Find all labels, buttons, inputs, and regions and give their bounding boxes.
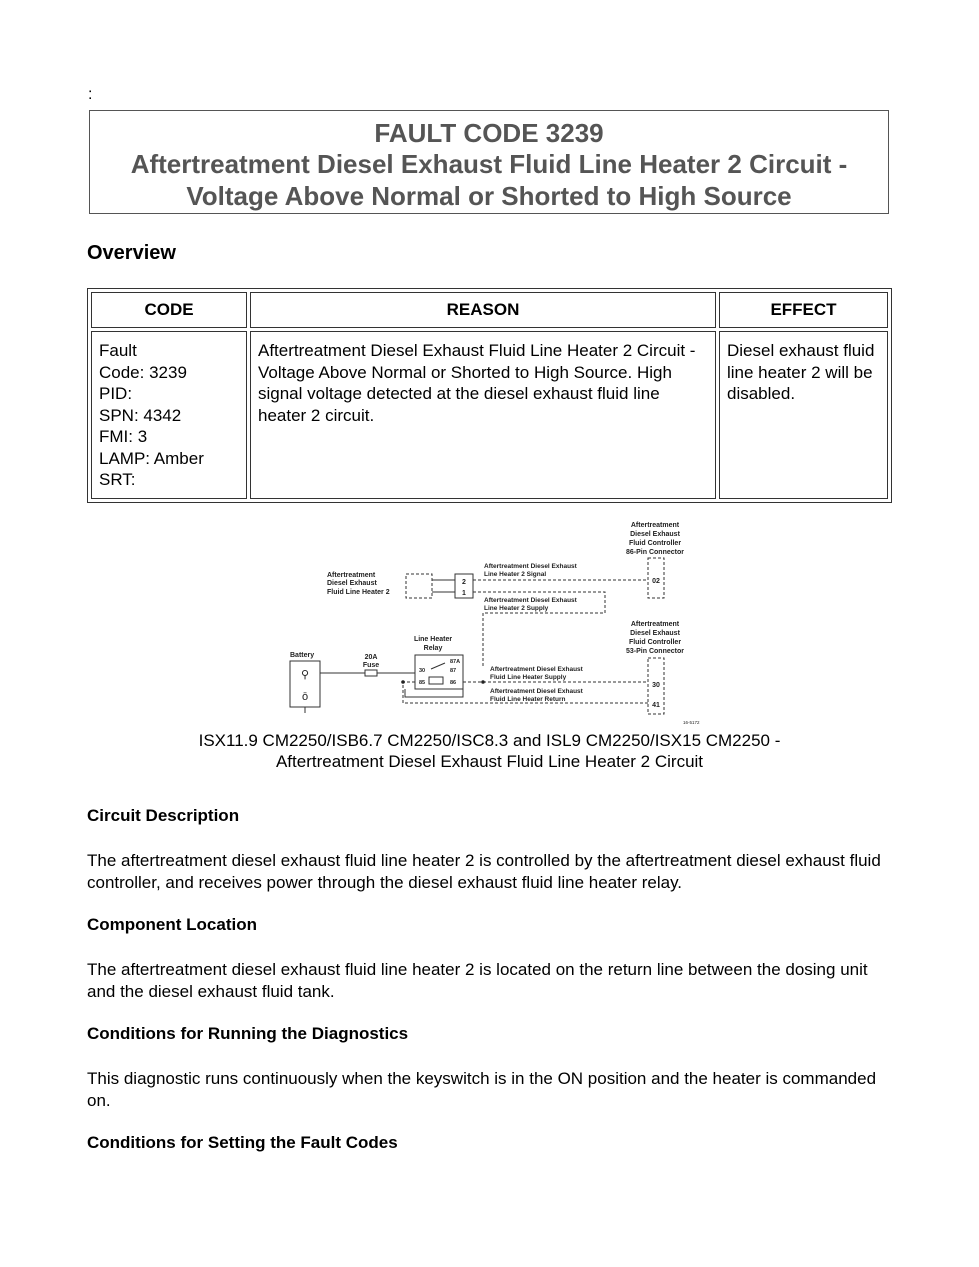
page-prefix: : (88, 86, 93, 103)
heater-label-2: Diesel Exhaust (327, 580, 377, 587)
fault-code-title: FAULT CODE 3239 (374, 118, 604, 148)
battery-negative-icon: ō (301, 691, 309, 703)
controller-53-label-2: Diesel Exhaust (630, 630, 680, 637)
code-line: Fault (99, 341, 137, 360)
fuse-symbol (365, 670, 377, 676)
signal-label-2: Line Heater 2 Signal (484, 571, 547, 578)
code-line: SRT: (99, 470, 136, 489)
component-location-heading: Component Location (87, 915, 257, 934)
table-header-row (91, 292, 888, 328)
splice-dot (481, 680, 485, 684)
supply-label-2: Line Heater 2 Supply (484, 605, 549, 612)
controller-86-label-1: Aftertreatment (630, 522, 680, 529)
code-line: PID: (99, 384, 133, 403)
relay-pin-87: 87 (450, 668, 457, 674)
controller-53-label-3: Fluid Controller (628, 639, 682, 646)
pin-02: 02 (652, 578, 660, 585)
circuit-description-heading: Circuit Description (87, 806, 240, 825)
circuit-description-text: The aftertreatment diesel exhaust fluid line heater 2 is controlled by the aftertreatment diesel exhaust fluid controller, and receives power through the diesel exhaust fluid line heater relay. (87, 851, 881, 892)
running-conditions-text: This diagnostic runs continuously when the keyswitch is in the ON position and the heater is commanded on. (87, 1069, 877, 1110)
heater-box (406, 574, 432, 598)
fuse-label-1: 20A (364, 654, 378, 661)
relay-switch (431, 663, 445, 669)
heater-label-1: Aftertreatment (327, 572, 376, 579)
relay-label-2: Relay (423, 645, 443, 652)
controller-53-label-4: 53-Pin Connector (626, 648, 684, 655)
fluid-supply-label-1: Aftertreatment Diesel Exhaust (490, 666, 583, 673)
relay-pin-87a: 87A (450, 659, 461, 665)
component-location-text: The aftertreatment diesel exhaust fluid line heater 2 is located on the return line between the dosing unit and the diesel exhaust fluid tank. (87, 960, 868, 1001)
diagram-caption (87, 730, 892, 772)
pin-30: 30 (652, 682, 660, 689)
fault-title-line3: Voltage Above Normal or Shorted to High Source (186, 181, 792, 211)
code-line: SPN: 4342 (99, 405, 182, 425)
fault-title-box (89, 110, 889, 214)
pin-2: 2 (462, 579, 466, 586)
pin-41: 41 (652, 702, 660, 709)
controller-86-label-3: Fluid Controller (628, 540, 682, 547)
setting-conditions-heading: Conditions for Setting the Fault Codes (87, 1133, 398, 1152)
overview-table (87, 288, 892, 503)
code-line: Code: 3239 (99, 362, 187, 382)
running-conditions-heading: Conditions for Running the Diagnostics (87, 1024, 409, 1043)
caption-line-1: ISX11.9 CM2250/ISB6.7 CM2250/ISC8.3 and ISL9 CM2250/ISX15 CM2250 - (198, 731, 781, 750)
fluid-return-label-1: Aftertreatment Diesel Exhaust (490, 688, 583, 695)
fault-title-line2: Aftertreatment Diesel Exhaust Fluid Line Heater 2 Circuit - (130, 149, 848, 179)
overview-heading: Overview (87, 242, 176, 264)
pin-1: 1 (462, 590, 466, 597)
figure-id: 16-5172 (683, 720, 700, 725)
heater-label-3: Fluid Line Heater 2 (327, 589, 390, 596)
diode-wire (405, 689, 463, 697)
fuse-label-2: Fuse (362, 662, 380, 669)
fluid-return-label-2: Fluid Line Heater Return (490, 696, 566, 703)
effect-cell: Diesel exhaust fluid line heater 2 will be disabled. (719, 331, 888, 499)
supply-label-1: Aftertreatment Diesel Exhaust (484, 597, 577, 604)
wiring-diagram (285, 517, 700, 727)
controller-86-label-4: 86-Pin Connector (626, 549, 684, 556)
code-line: FMI: 3 (99, 427, 148, 446)
controller-86-label-2: Diesel Exhaust (630, 531, 680, 538)
caption-line-2: Aftertreatment Diesel Exhaust Fluid Line Heater 2 Circuit (275, 752, 704, 771)
column-header-reason: REASON (250, 292, 716, 328)
splice-dot-2 (401, 680, 405, 684)
relay-pin-86: 86 (450, 680, 457, 686)
column-header-code: CODE (91, 292, 247, 328)
relay-label-1: Line Heater (413, 636, 453, 643)
code-line: LAMP: Amber (99, 448, 204, 468)
relay-pin-85: 85 (419, 680, 426, 686)
battery-label: Battery (290, 652, 315, 659)
table-row (91, 331, 888, 499)
code-cell (91, 331, 247, 499)
signal-label-1: Aftertreatment Diesel Exhaust (484, 563, 577, 570)
column-header-effect: EFFECT (719, 292, 888, 328)
relay-pin-30: 30 (419, 668, 426, 674)
relay-coil (429, 677, 443, 684)
reason-cell: Aftertreatment Diesel Exhaust Fluid Line Heater 2 Circuit - Voltage Above Normal or Shorted to High Source. High signal voltage detected at the diesel exhaust fluid line heater 2 circuit. (250, 331, 716, 499)
battery-positive-icon: ⚲ (300, 669, 310, 681)
fluid-supply-label-2: Fluid Line Heater Supply (490, 674, 567, 681)
controller-53-label-1: Aftertreatment (630, 621, 680, 628)
